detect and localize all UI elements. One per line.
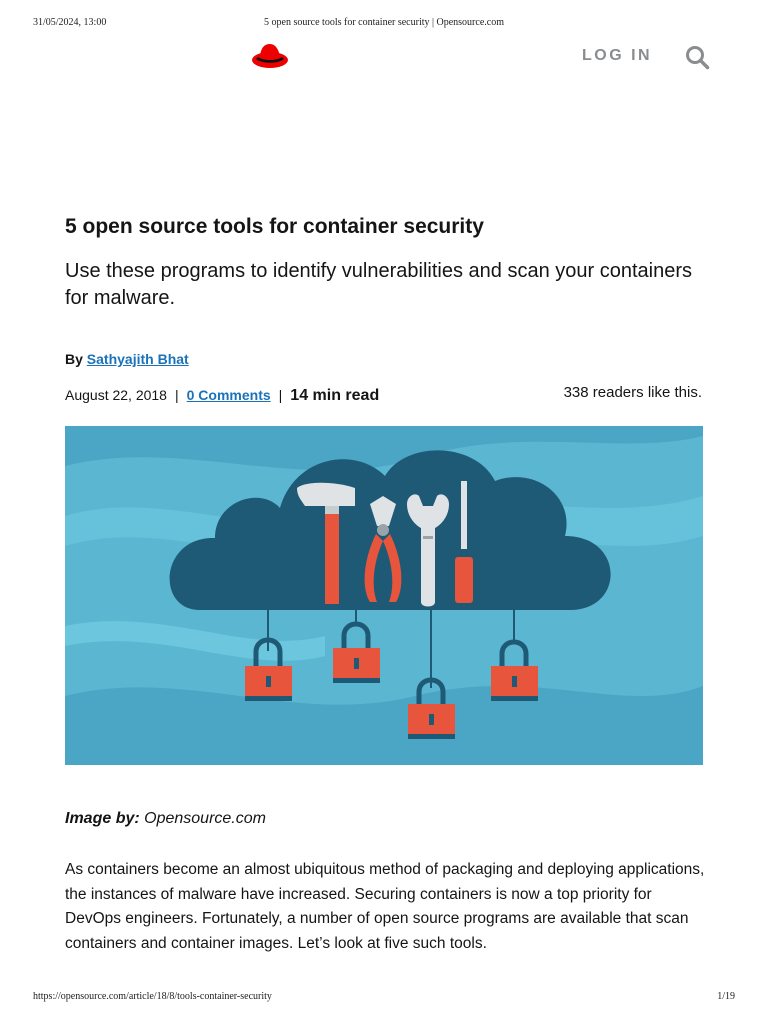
article-body-paragraph: As containers become an almost ubiquitous method of packaging and deploying applications, the instances of malware have increased. Securing containers is now a top priority for DevOps engineers. Fortunately, a number of open source programs are available that scan containers and container images. Let’s look at five such tools. (65, 861, 705, 952)
print-page-number: 1/19 (717, 991, 735, 1002)
comments-link[interactable]: 0 Comments (186, 387, 271, 403)
login-link[interactable]: LOG IN (582, 47, 653, 64)
image-caption-label: Image by: (65, 810, 140, 827)
meta-separator: | (174, 387, 179, 403)
by-label: By (65, 351, 83, 367)
author-link[interactable]: Sathyajith Bhat (86, 351, 189, 367)
search-icon[interactable] (684, 44, 710, 70)
hero-image (65, 426, 703, 765)
article-title: 5 open source tools for container security (65, 215, 484, 238)
print-header (33, 17, 735, 31)
article-subtitle: Use these programs to identify vulnerabilities and scan your containers for malware. (65, 260, 692, 309)
article-meta (65, 387, 379, 405)
byline (65, 351, 189, 367)
print-datetime: 31/05/2024, 13:00 (33, 17, 107, 28)
readers-like-count: 338 readers like this. (563, 384, 702, 401)
meta-separator: | (278, 387, 283, 403)
print-footer (33, 991, 735, 1005)
publish-date: August 22, 2018 (65, 387, 167, 403)
print-url: https://opensource.com/article/18/8/tools-container-security (33, 991, 272, 1002)
image-caption-source: Opensource.com (144, 810, 266, 827)
red-hat-logo-icon[interactable] (250, 42, 290, 74)
read-time: 14 min read (290, 387, 380, 404)
print-page-title: 5 open source tools for container security | Opensource.com (264, 17, 504, 28)
image-caption (65, 810, 266, 828)
